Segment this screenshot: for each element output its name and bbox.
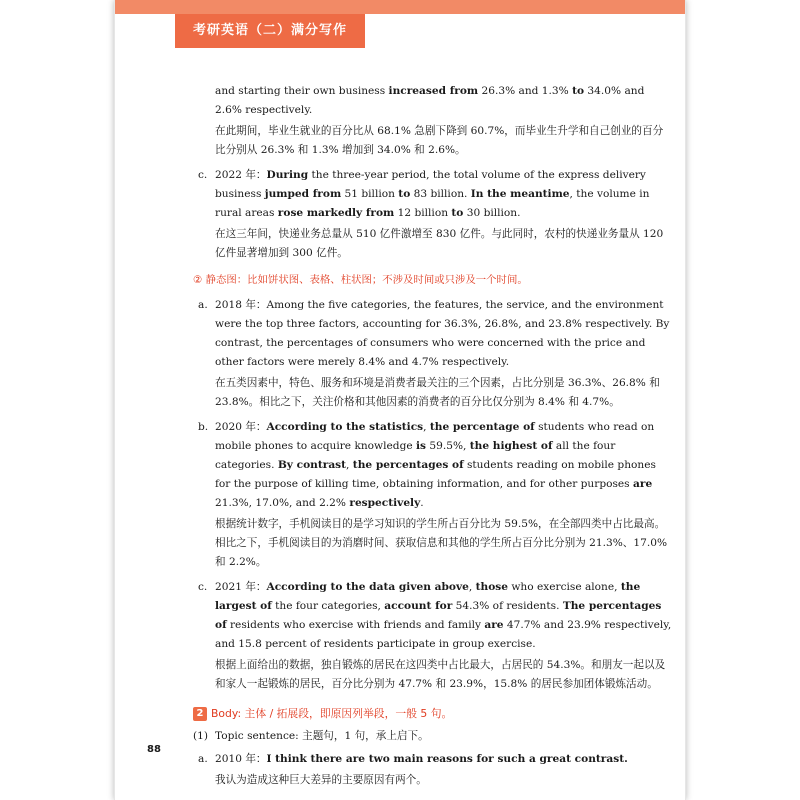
item-label: b. <box>198 421 209 433</box>
text-span: 12 billion <box>394 207 452 219</box>
example-item-2022 <box>193 166 673 263</box>
example-english <box>215 166 673 223</box>
text-span: the four categories, <box>271 600 385 612</box>
page-content <box>193 82 673 790</box>
text-span: 59.5%, <box>426 440 470 452</box>
bold-span: are <box>484 619 504 631</box>
bold-span: In the meantime <box>470 188 570 200</box>
intro-english <box>215 82 673 120</box>
year-label: 2021 年： <box>215 581 267 593</box>
bold-span: to <box>451 207 464 219</box>
text-span: students reading on mobile phones for the purpose of killing time, obtaining information, and for other purposes <box>215 459 656 490</box>
page-number: 88 <box>147 744 161 755</box>
intro-chinese: 在此期间，毕业生就业的百分比从 68.1% 急剧下降到 60.7%，而毕业生升学和自己创业的百分比分别从 26.3% 和 1.3% 增加到 34.0% 和 2.6%。 <box>215 125 664 156</box>
text-span: 54.3% of residents. <box>452 600 563 612</box>
bold-span: I think there are two main reasons for such a great contrast. <box>266 753 628 765</box>
example-chinese: 我认为造成这种巨大差异的主要原因有两个。 <box>215 774 427 786</box>
item-label: (1) <box>193 730 209 742</box>
example-item-2020 <box>193 418 673 572</box>
example-chinese: 根据统计数字，手机阅读目的是学习知识的学生所占百分比为 59.5%，在全部四类中占比最高。相比之下，手机阅读目的为消磨时间、获取信息和其他的学生所占百分比分别为 21.3%、17.0% 和 2.2%。 <box>215 518 668 568</box>
bold-span: those <box>475 581 508 593</box>
text-span: who exercise alone, <box>507 581 621 593</box>
bold-span: During <box>266 169 309 181</box>
bold-span: increased from <box>388 85 479 97</box>
bold-span: rose markedly from <box>277 207 395 219</box>
bold-span: the percentage of <box>429 421 535 433</box>
year-label: 2022 年： <box>215 169 267 181</box>
year-label: 2018 年： <box>215 299 267 311</box>
year-label: 2010 年： <box>215 753 267 765</box>
bold-span: According to the data given above <box>266 581 469 593</box>
example-english <box>215 578 673 654</box>
text-span: , the volume in rural areas <box>215 188 650 219</box>
bold-span: account for <box>384 600 453 612</box>
example-chinese: 根据上面给出的数据，独自锻炼的居民在这四类中占比最大，占居民的 54.3%。和朋友一起以及和家人一起锻炼的居民，百分比分别为 47.7% 和 23.9%，15.8% 的居民参加团体锻炼活动。 <box>215 659 666 690</box>
example-english <box>215 418 673 513</box>
section-number-badge: 2 <box>193 707 207 721</box>
bold-span: the largest of <box>215 581 641 612</box>
bold-span: are <box>633 478 653 490</box>
intro-block <box>193 82 673 160</box>
example-chinese: 在这三年间，快递业务总量从 510 亿件激增至 830 亿件。与此同时，农村的快递业务量从 120 亿件显著增加到 300 亿件。 <box>215 228 664 259</box>
item-label: a. <box>198 753 208 765</box>
bold-span: By contrast <box>277 459 347 471</box>
bold-span: to <box>398 188 411 200</box>
item-label: c. <box>198 581 208 593</box>
book-page <box>115 0 685 800</box>
text-span: , <box>346 459 353 471</box>
topic-sentence-text: Topic sentence: 主题句，1 句，承上启下。 <box>215 730 429 742</box>
bold-span: According to the statistics <box>266 421 424 433</box>
text-span: 26.3% and 1.3% <box>478 85 573 97</box>
bold-span: respectively <box>349 497 421 509</box>
item-label: c. <box>198 169 208 181</box>
text-span: . <box>420 497 424 509</box>
text-span: 21.3%, 17.0%, and 2.2% <box>215 497 350 509</box>
item-label: a. <box>198 299 208 311</box>
bold-span: jumped from <box>264 188 342 200</box>
text-span: 34.0% and 2.6% respectively. <box>215 85 645 116</box>
text-span: and starting their own business <box>215 85 389 97</box>
text-span: Among the five categories, the features, the service, and the environment were the top three factors, accounting for 36.3%, 26.8%, and 23.8% respectively. By contrast, the percentages of consumers who were concerned with the price and other factors were merely 8.4% and 4.7% respectively. <box>215 299 670 368</box>
bold-span: to <box>572 85 585 97</box>
text-span: 51 billion <box>341 188 399 200</box>
header-title: 考研英语（二）满分写作 <box>175 14 365 48</box>
static-chart-note: ② 静态图：比如饼状图、表格、柱状图；不涉及时间或只涉及一个时间。 <box>193 274 528 286</box>
example-item-2018 <box>193 296 673 412</box>
text-span: 47.7% and 23.9% respectively, and 15.8 percent of residents participate in group exercise. <box>215 619 672 650</box>
text-span: , <box>423 421 430 433</box>
year-label: 2020 年： <box>215 421 267 433</box>
text-span: 83 billion. <box>410 188 471 200</box>
bold-span: The percentages of <box>215 600 662 631</box>
topic-sentence-item <box>193 727 673 746</box>
header-band <box>115 0 685 14</box>
text-span: students who read on mobile phones to acquire knowledge <box>215 421 655 452</box>
bold-span: is <box>416 440 426 452</box>
example-item-2021 <box>193 578 673 694</box>
text-span: residents who exercise with friends and family <box>226 619 485 631</box>
example-chinese: 在五类因素中，特色、服务和环境是消费者最关注的三个因素，占比分别是 36.3%、26.8% 和 23.8%。相比之下，关注价格和其他因素的消费者的百分比仅分别为 8.4% 和 4.7%。 <box>215 377 660 408</box>
example-english <box>215 296 673 372</box>
section-heading-body <box>193 704 673 723</box>
text-span: , <box>468 581 476 593</box>
bold-span: the percentages of <box>352 459 464 471</box>
example-english <box>215 750 673 769</box>
example-item-2010 <box>193 750 673 790</box>
bold-span: the highest of <box>469 440 553 452</box>
text-span: 30 billion. <box>463 207 521 219</box>
text-span: all the four categories. <box>215 440 616 471</box>
text-span: the three-year period, the total volume of the express delivery business <box>215 169 646 200</box>
section-title: Body: 主体 / 拓展段，即原因列举段，一般 5 句。 <box>211 707 453 720</box>
